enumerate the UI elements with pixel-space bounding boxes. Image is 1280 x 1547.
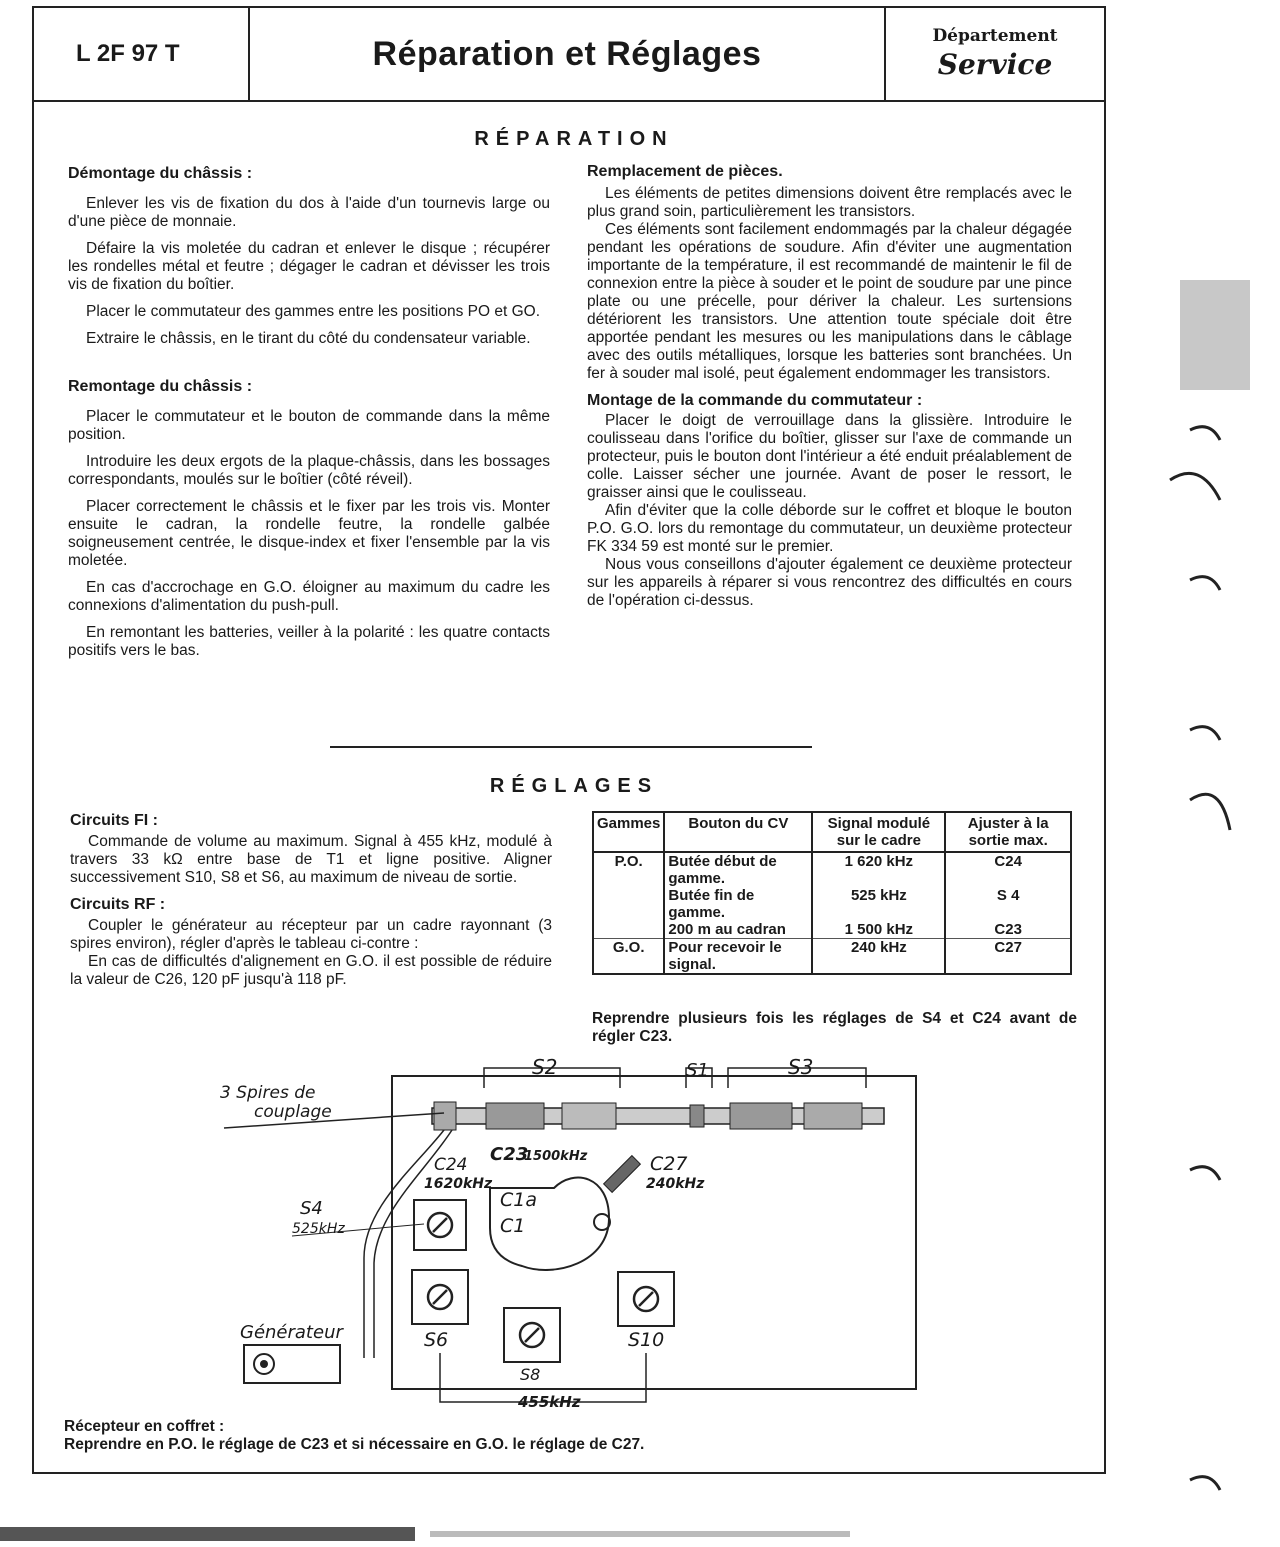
label-c23-freq: 1500kHz	[524, 1149, 588, 1164]
remontage-heading: Remontage du châssis :	[68, 378, 253, 395]
table-cell-signal: 240 kHz	[812, 939, 945, 975]
demontage-p1: Enlever les vis de fixation du dos à l'aide d'un tournevis large ou d'une pièce de monnaie.	[68, 195, 550, 230]
table-header-bouton: Bouton du CV	[664, 812, 812, 852]
label-s4: S4	[300, 1198, 323, 1219]
capacitor-shaft	[594, 1214, 610, 1230]
label-generateur: Générateur	[240, 1322, 343, 1343]
label-c1: C1	[500, 1215, 526, 1237]
table-header-signal: Signal modulé sur le cadre	[812, 812, 945, 852]
ring-mark	[1190, 427, 1220, 440]
label-c24-freq: 1620kHz	[424, 1176, 493, 1192]
table-cell-signal: 525 kHz	[812, 887, 945, 921]
demontage-p2: Défaire la vis moletée du cadran et enlever le disque ; récupérer les rondelles métal et feutre ; dégager le cadran et dévisser les trois vis de fixation du boîtier.	[68, 240, 550, 293]
table-cell-ajuster: S 4	[945, 887, 1071, 921]
fi-heading: Circuits FI :	[70, 812, 159, 829]
alignment-diagram	[34, 8, 1104, 1474]
document-code: L 2F 97 T	[34, 8, 250, 100]
table-cell-gamme: G.O.	[593, 939, 664, 975]
table-header-gammes: Gammes	[593, 812, 664, 852]
table-cell-bouton: 200 m au cadran	[664, 921, 812, 939]
reglages-title: RÉGLAGES	[489, 775, 659, 797]
table-cell-bouton: Pour recevoir le signal.	[664, 939, 812, 975]
table-cell-ajuster: C24	[945, 852, 1071, 887]
table-cell-gamme: P.O.	[593, 852, 664, 887]
trimmer-c27	[604, 1156, 641, 1193]
remontage-p3: Placer correctement le châssis et le fixer par les trois vis. Monter ensuite le cadran, la rondelle feutre, la rondelle galbée soigneusement centrée, le disque-index et fixer l'ensemble par la vis moletée.	[68, 498, 550, 569]
rf-heading: Circuits RF :	[70, 896, 166, 913]
coupling-coil	[434, 1102, 456, 1130]
label-s2: S2	[532, 1055, 558, 1079]
rf-p2: En cas de difficultés d'alignement en G.O. il est possible de réduire la valeur de C26, 120 pF jusqu'à 118 pF.	[70, 953, 552, 988]
reglages-note-text: Reprendre plusieurs fois les réglages de S4 et C24 avant de régler C23.	[592, 1010, 1077, 1045]
label-s1: S1	[686, 1060, 709, 1081]
ring-mark	[1190, 794, 1230, 830]
coil-s3a	[730, 1103, 792, 1129]
remontage-p4: En cas d'accrochage en G.O. éloigner au maximum du cadre les connexions d'alimentation du push-pull.	[68, 579, 550, 614]
page-frame	[32, 6, 1106, 1474]
remplacement-p2: Ces éléments sont facilement endommagés par la chaleur dégagée pendant les opérations de soudure. Afin d'éviter une augmentation importante de la température, il est recommandé de maintenir le fil de connexion entre la pièce à souder et le point de soudure par une pince plate ou une précelle, pour dériver la chaleur. Les surtensions détériorent les transistors. Une attention toute spéciale doit être apportée pendant les mesures ou les manipulations dans le câblage avec des outils métalliques, lorsque les batteries sont branchées. Un fer à souder mal isolé, peut également endommager les transistors.	[587, 221, 1072, 382]
remplacement-heading: Remplacement de pièces.	[587, 163, 783, 180]
label-spires-2: couplage	[254, 1102, 332, 1122]
remontage-p5: En remontant les batteries, veiller à la polarité : les quatre contacts positifs vers le bas.	[68, 624, 550, 659]
table-cell-signal: 1 620 kHz	[812, 852, 945, 887]
remplacement-p1: Les éléments de petites dimensions doivent être remplacés avec le plus grand soin, particulièrement les transistors.	[587, 185, 1072, 220]
generator-box	[244, 1345, 340, 1383]
demontage-p4: Extraire le châssis, en le tirant du côté du condensateur variable.	[86, 330, 531, 347]
montage-p1: Placer le doigt de verrouillage dans la glissière. Introduire le coulisseau dans l'orifice du boîtier, glisser sur l'axe de commande un protecteur, puis le bouton dont l'intérieur a été enduit préalablement de colle. Laisser sécher une journée. Avant de poser le ressort, le graisser ainsi que le coulisseau.	[587, 412, 1072, 501]
reparation-title: RÉPARATION	[474, 128, 674, 150]
binder-tab	[1180, 280, 1250, 390]
label-s6: S6	[424, 1329, 449, 1351]
coil-s1	[690, 1105, 704, 1127]
service-label: Service	[937, 48, 1053, 81]
label-s3: S3	[788, 1055, 814, 1079]
ring-mark	[1190, 1167, 1220, 1180]
remontage-p2: Introduire les deux ergots de la plaque-châssis, dans les bossages correspondants, moulés sur le boîtier (côté réveil).	[68, 453, 550, 488]
label-c24: C24	[434, 1155, 468, 1175]
ring-mark	[1170, 473, 1220, 500]
ring-mark	[1190, 1477, 1220, 1490]
department-label: Département	[932, 26, 1058, 46]
demontage-heading: Démontage du châssis :	[68, 165, 253, 182]
table-header-ajuster: Ajuster à la sortie max.	[945, 812, 1071, 852]
label-c23: C23	[490, 1144, 529, 1165]
table-cell-signal: 1 500 kHz	[812, 921, 945, 939]
label-s4-freq: 525kHz	[292, 1221, 345, 1237]
ring-mark	[1190, 577, 1220, 590]
remontage-p1: Placer le commutateur et le bouton de commande dans la même position.	[68, 408, 550, 443]
demontage-p3: Placer le commutateur des gammes entre les positions PO et GO.	[86, 303, 540, 320]
scan-edge-dark	[0, 1527, 415, 1541]
label-c27-freq: 240kHz	[646, 1176, 705, 1192]
ring-mark	[1190, 727, 1220, 740]
montage-p3: Nous vous conseillons d'ajouter également ce deuxième protecteur sur les appareils à réparer si vous rencontrez des difficultés en cours de l'opération ci-dessus.	[587, 556, 1072, 609]
binder-marks	[1160, 270, 1260, 1510]
label-s8: S8	[520, 1365, 541, 1384]
page-title: Réparation et Réglages	[250, 8, 886, 100]
rf-p1: Coupler le générateur au récepteur par un cadre rayonnant (3 spires environ), régler d'après le tableau ci-contre :	[70, 917, 552, 952]
generator-connector-pin	[260, 1360, 268, 1368]
label-spires-1: 3 Spires de	[220, 1083, 316, 1103]
table-cell-ajuster: C27	[945, 939, 1071, 975]
coil-s2b	[562, 1103, 616, 1129]
label-fi-freq: 455kHz	[518, 1393, 581, 1411]
scan-edge-light	[430, 1531, 850, 1537]
coil-s3b	[804, 1103, 862, 1129]
coil-s2a	[486, 1103, 544, 1129]
fi-p1: Commande de volume au maximum. Signal à 455 kHz, modulé à travers 33 kΩ entre base de T1 et ligne positive. Aligner successivement S10, S8 et S6, au maximum de niveau de sortie.	[70, 833, 552, 886]
montage-p2: Afin d'éviter que la colle déborde sur le coffret et bloque le bouton P.O. G.O. lors du remontage du commutateur, un deuxième protecteur FK 334 59 est monté sur le premier.	[587, 502, 1072, 555]
label-s10: S10	[628, 1329, 665, 1351]
recepteur-block	[64, 1418, 1064, 1454]
table-cell-bouton: Butée fin de gamme.	[664, 887, 812, 921]
label-c1a: C1a	[500, 1189, 537, 1211]
montage-heading: Montage de la commande du commutateur :	[587, 392, 923, 409]
table-cell-bouton: Butée début de gamme.	[664, 852, 812, 887]
table-cell-ajuster: C23	[945, 921, 1071, 939]
label-c27: C27	[650, 1153, 688, 1175]
recepteur-text: Reprendre en P.O. le réglage de C23 et si nécessaire en G.O. le réglage de C27.	[64, 1436, 645, 1453]
recepteur-heading: Récepteur en coffret :	[64, 1418, 225, 1435]
